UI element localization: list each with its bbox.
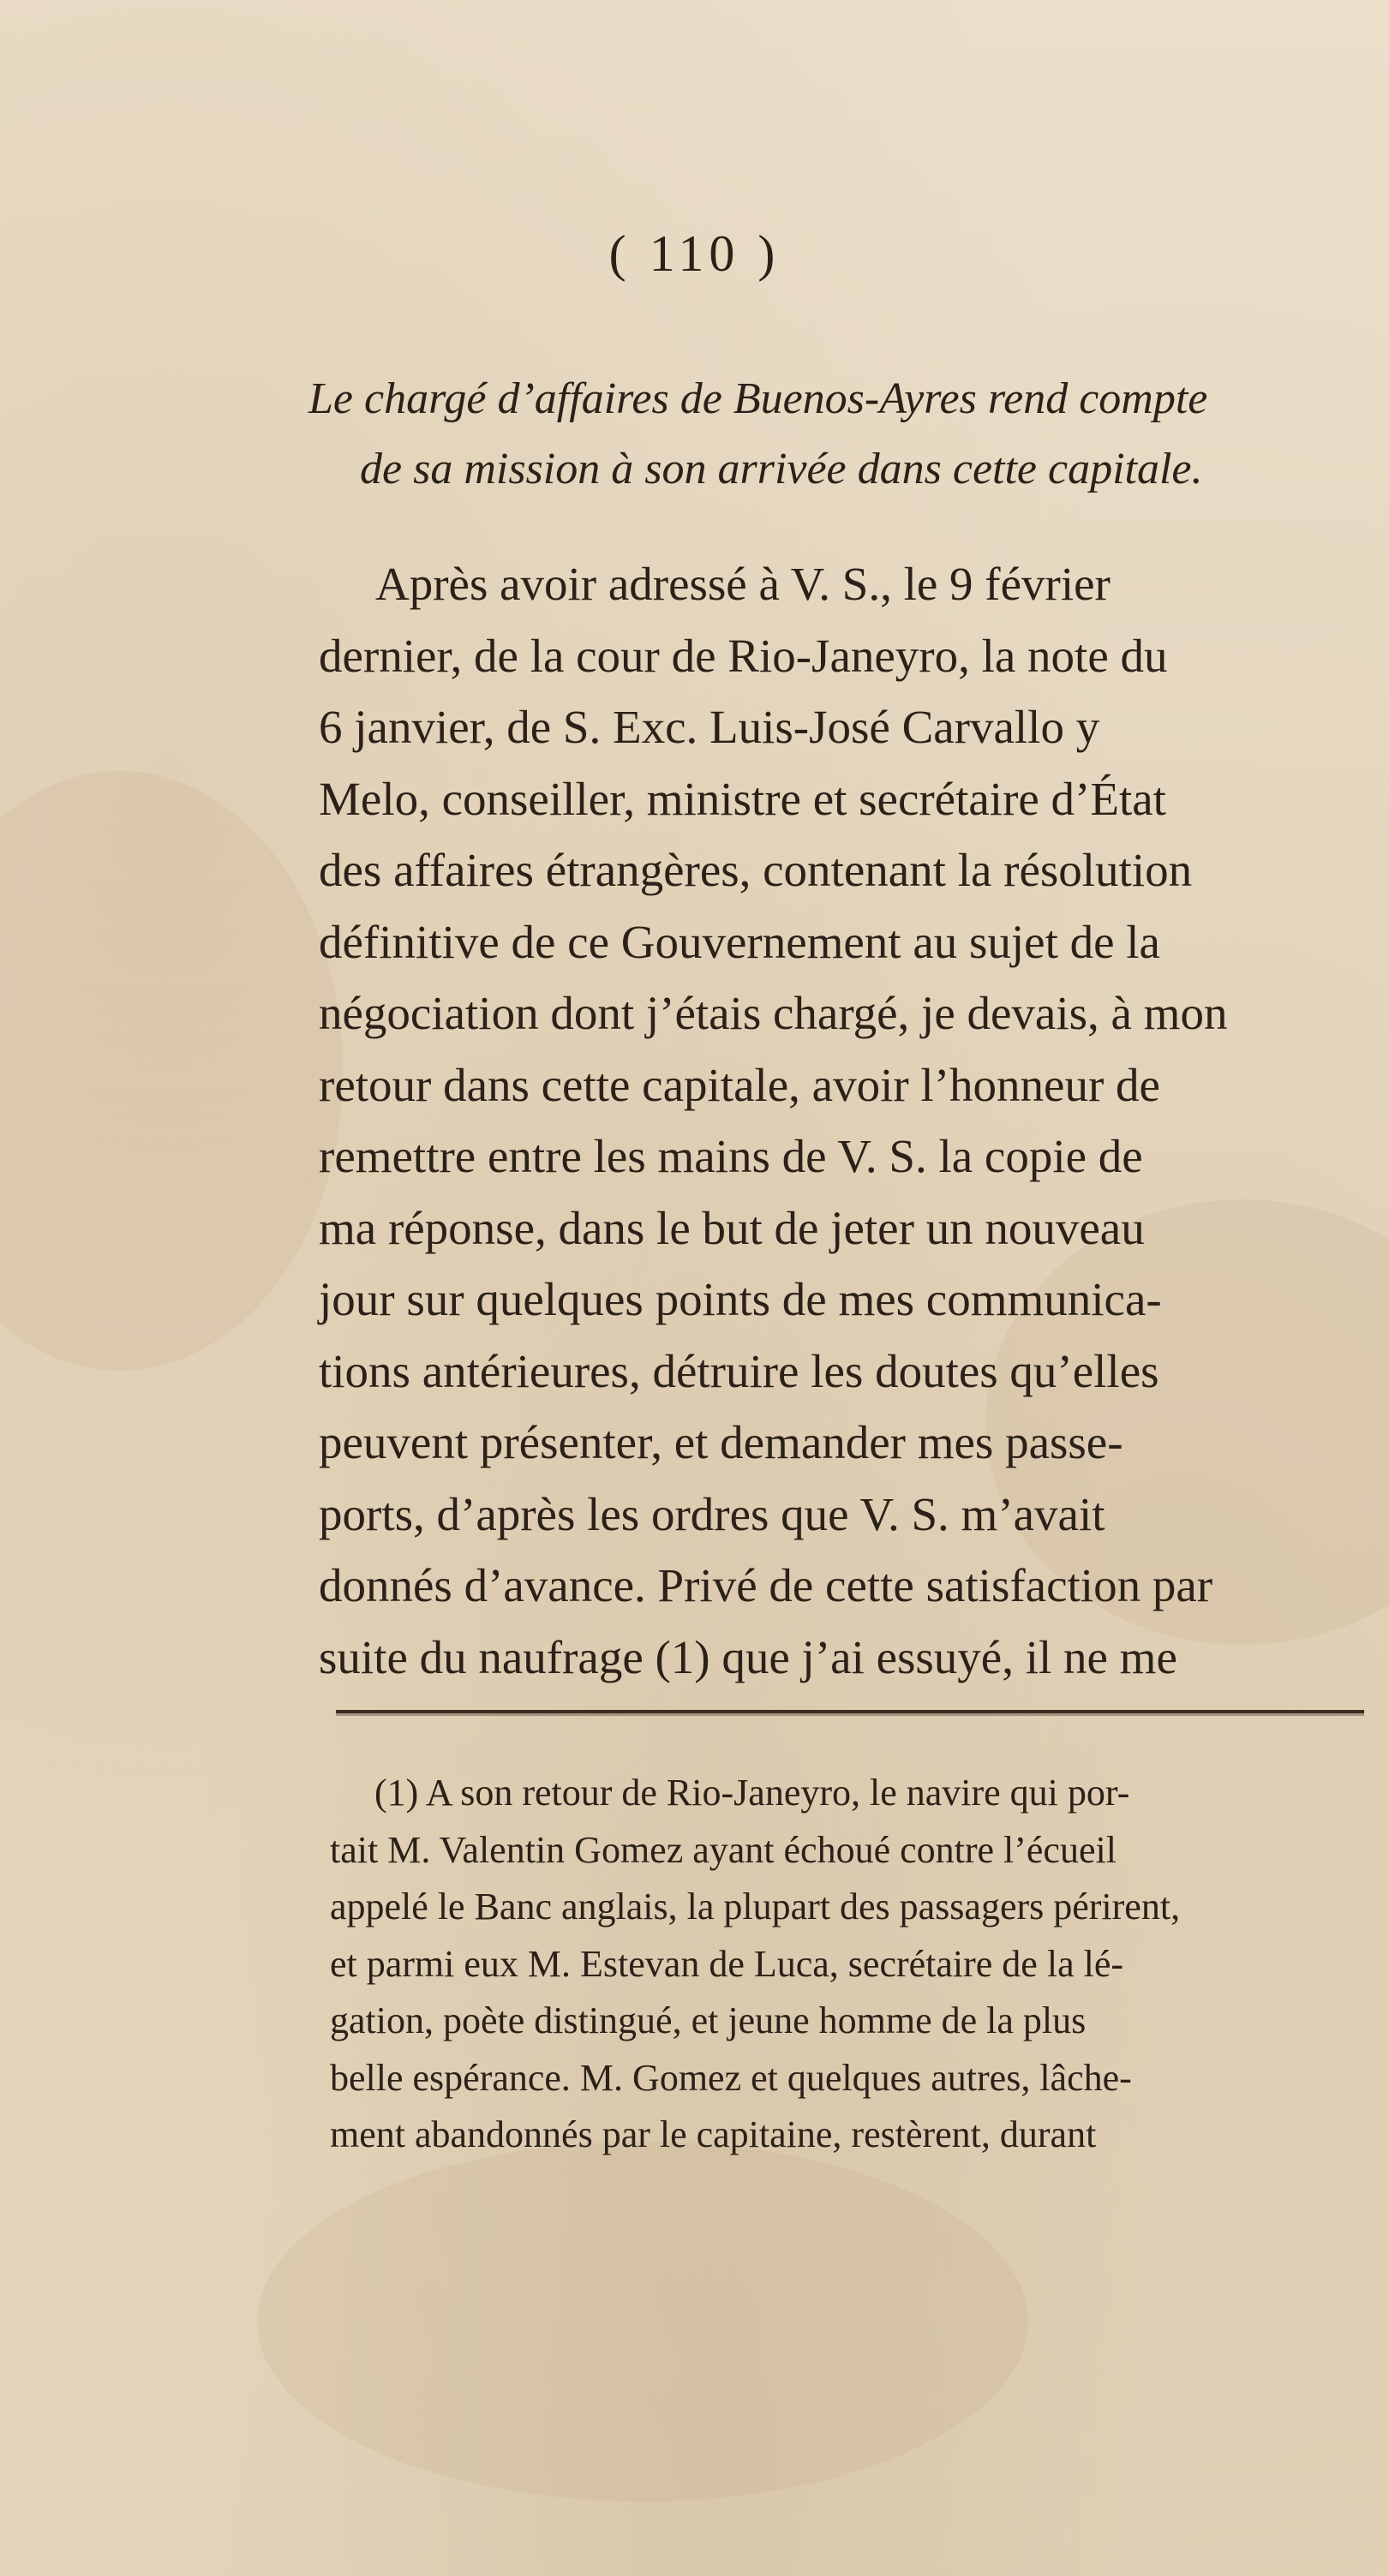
heading-line: de sa mission à son arrivée dans cette capitale. (360, 445, 1203, 493)
body-line: négociation dont j’étais chargé, je devais, à mon (319, 987, 1228, 1039)
body-line: retour dans cette capitale, avoir l’honneur de (319, 1058, 1160, 1111)
footnote (330, 1765, 1375, 2164)
body-line: donnés d’avance. Privé de cette satisfaction par (319, 1559, 1213, 1611)
footnote-separator-rule (336, 1710, 1364, 1713)
page-number: ( 110 ) (608, 225, 781, 282)
body-line: ports, d’après les ordres que V. S. m’avait (319, 1487, 1105, 1540)
footnote-line: et parmi eux M. Estevan de Luca, secrétaire de la lé- (330, 1942, 1123, 1985)
body-line: suite du naufrage (1) que j’ai essuyé, il ne me (319, 1630, 1177, 1683)
heading-line: Le chargé d’affaires de Buenos-Ayres rend compte (308, 374, 1208, 423)
body-line: peuvent présenter, et demander mes passe- (319, 1416, 1123, 1468)
body-line: jour sur quelques points de mes communica- (319, 1273, 1162, 1325)
footnote-line: appelé le Banc anglais, la plupart des passagers périrent, (330, 1886, 1181, 1928)
footnote-line: belle espérance. M. Gomez et quelques autres, lâche- (330, 2056, 1132, 2099)
body-line: ma réponse, dans le but de jeter un nouveau (319, 1201, 1145, 1254)
body-line: 6 janvier, de S. Exc. Luis-José Carvallo y (319, 701, 1100, 753)
body-line: remettre entre les mains de V. S. la copie de (319, 1130, 1143, 1182)
body-line: Après avoir adressé à V. S., le 9 février (375, 558, 1111, 610)
footnote-line: tait M. Valentin Gomez ayant échoué contre l’écueil (330, 1828, 1117, 1871)
footnote-line: ment abandonnés par le capitaine, restèrent, durant (330, 2113, 1097, 2155)
body-line: tions antérieures, détruire les doutes qu’elles (319, 1344, 1159, 1397)
paper-stain (0, 771, 343, 1371)
paper-stain (257, 2142, 1028, 2501)
section-heading (308, 364, 1380, 505)
body-line: définitive de ce Gouvernement au sujet de la (319, 915, 1160, 968)
footnote-line: (1) A son retour de Rio-Janeyro, le navire qui por- (374, 1772, 1130, 1814)
body-line: dernier, de la cour de Rio-Janeyro, la note du (319, 629, 1168, 682)
body-line: des affaires étrangères, contenant la résolution (319, 844, 1193, 896)
body-paragraph (319, 548, 1373, 1693)
footnote-line: gation, poète distingué, et jeune homme de la plus (330, 1999, 1087, 2041)
body-line: Melo, conseiller, ministre et secrétaire d’État (319, 772, 1166, 825)
